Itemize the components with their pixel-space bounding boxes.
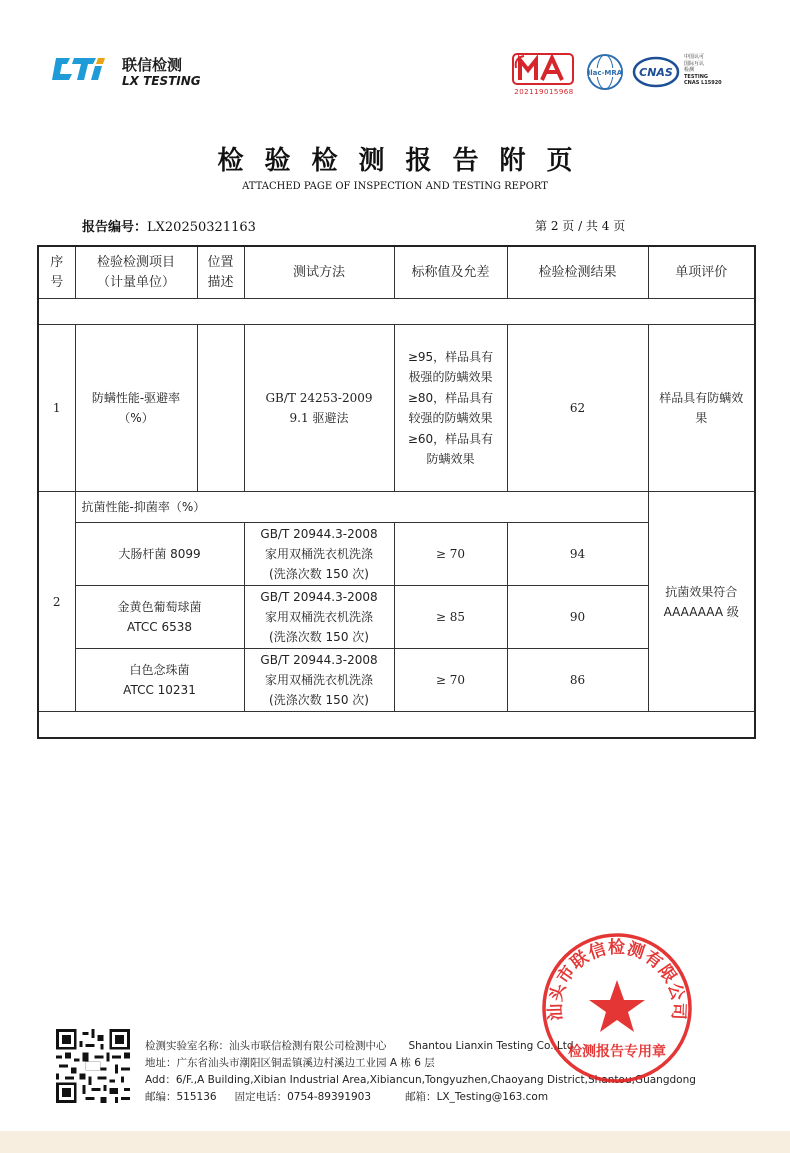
sub3-result: 86 xyxy=(507,649,648,712)
official-seal-icon xyxy=(541,932,693,1084)
sub2-nominal: ≥ 85 xyxy=(394,586,507,649)
certification-marks xyxy=(508,50,738,100)
qr-code-icon xyxy=(56,1029,130,1103)
seal-bottom-text: 检测报告专用章 xyxy=(568,1044,666,1060)
table-row xyxy=(38,523,755,586)
table-spacer-row xyxy=(38,299,755,325)
row2-group-title: 抗菌性能-抑菌率（%） xyxy=(75,492,648,523)
report-number-value: LX20250321163 xyxy=(147,220,256,235)
page-indicator: 第 2 页 / 共 4 页 xyxy=(535,219,626,233)
header-position: 位置描述 xyxy=(197,246,244,299)
row1-item: 防螨性能-驱避率（%） xyxy=(75,325,197,492)
cma-mark-icon xyxy=(512,52,574,86)
row1-seq: 1 xyxy=(38,325,75,492)
row1-nominal: ≥95，样品具有极强的防螨效果 ≥80，样品具有较强的防螨效果 ≥60，样品具有防螨效果 xyxy=(394,325,507,492)
row2-seq: 2 xyxy=(38,492,75,712)
logo-chinese-name: 联信检测 xyxy=(122,55,183,74)
footer-address-line: 地址：广东省汕头市潮阳区铜盂镇溪边村溪边工业园 A 栋 6 层 xyxy=(145,1057,435,1069)
header-method: 测试方法 xyxy=(244,246,394,299)
report-number xyxy=(82,216,256,235)
header-evaluation: 单项评价 xyxy=(648,246,755,299)
row1-result: 62 xyxy=(507,325,648,492)
page-subtitle: ATTACHED PAGE OF INSPECTION AND TESTING REPORT xyxy=(242,181,548,192)
svg-text:CNAS: CNAS xyxy=(639,66,673,79)
company-logo xyxy=(52,54,201,91)
sub3-method: GB/T 20944.3-2008 家用双桶洗衣机洗涤 (洗涤次数 150 次) xyxy=(244,649,394,712)
table-row xyxy=(38,586,755,649)
table-row xyxy=(38,325,755,492)
header-seq: 序号 xyxy=(38,246,75,299)
sub1-item: 大肠杆菌 8099 xyxy=(75,523,244,586)
sub1-method: GB/T 20944.3-2008 家用双桶洗衣机洗涤 (洗涤次数 150 次) xyxy=(244,523,394,586)
table-row xyxy=(38,492,755,523)
sub2-method: GB/T 20944.3-2008 家用双桶洗衣机洗涤 (洗涤次数 150 次) xyxy=(244,586,394,649)
footer-contact-line: 邮编：515136 固定电话：0754-89391903 邮箱：LX_Testing@163.com xyxy=(145,1091,549,1103)
header-nominal: 标称值及允差 xyxy=(394,246,507,299)
sub3-item: 白色念珠菌 ATCC 10231 xyxy=(75,649,244,712)
logo-english-name: LX TESTING xyxy=(122,73,201,88)
logo-mark xyxy=(52,54,114,91)
table-header-row xyxy=(38,246,755,299)
header-item: 检验检测项目 （计量单位） xyxy=(75,246,197,299)
bottom-band xyxy=(0,1131,790,1153)
footer-address-en-line: Add：6/F.,A Building,Xibian Industrial Area,Xibiancun,Tongyuzhen,Chaoyang District,Shantou,Guangdong xyxy=(145,1074,696,1086)
sub2-result: 90 xyxy=(507,586,648,649)
svg-text:ilac-MRA: ilac-MRA xyxy=(587,69,623,77)
header-result: 检验检测结果 xyxy=(507,246,648,299)
sub3-nominal: ≥ 70 xyxy=(394,649,507,712)
cnas-mark-icon xyxy=(632,55,680,89)
table-spacer-row xyxy=(38,712,755,739)
report-number-label: 报告编号： xyxy=(82,220,148,235)
row2-evaluation: 抗菌效果符合AAAAAAA 级 xyxy=(648,492,755,712)
page-title: 检验检测报告附页 xyxy=(217,146,594,176)
footer-lab-line: 检测实验室名称：汕头市联信检测有限公司检测中心 Shantou Lianxin Testing Co.,Ltd xyxy=(145,1040,574,1052)
sub1-nominal: ≥ 70 xyxy=(394,523,507,586)
svg-text:汕头市联信检测有限公司: 汕头市联信检测有限公司 xyxy=(545,938,689,1022)
sub1-result: 94 xyxy=(507,523,648,586)
row1-method: GB/T 24253-2009 9.1 驱避法 xyxy=(244,325,394,492)
logo-mark-icon xyxy=(52,54,114,84)
row1-position xyxy=(197,325,244,492)
ilac-mra-icon xyxy=(586,53,624,91)
sub2-item: 金黄色葡萄球菌 ATCC 6538 xyxy=(75,586,244,649)
results-table xyxy=(37,245,756,739)
table-row xyxy=(38,649,755,712)
cma-number: 202119015968 xyxy=(514,88,574,96)
cnas-description: 中国认可 国际互认 检测 TESTING CNAS L15920 xyxy=(684,54,722,86)
row1-evaluation: 样品具有防螨效果 xyxy=(648,325,755,492)
